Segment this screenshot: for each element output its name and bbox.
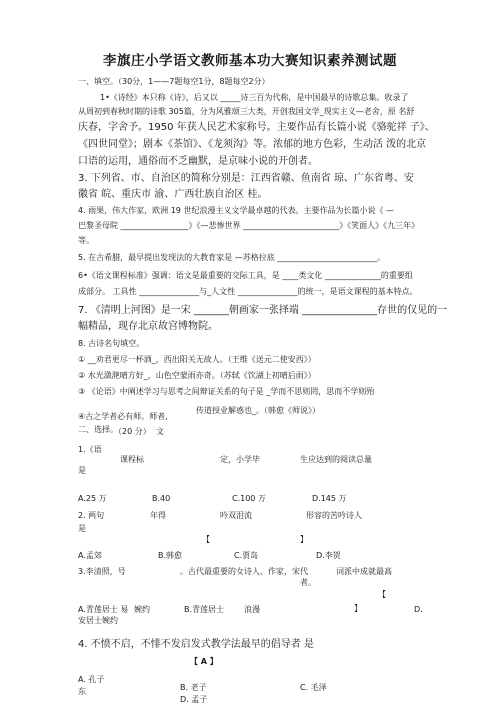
s2q4-option-a: A. 孔子 bbox=[78, 675, 105, 684]
section2-header: 二、选择。 bbox=[78, 425, 118, 434]
q7-line-2: 幅精品，现存北京故宫博物院。 bbox=[78, 321, 218, 332]
s2q1-option-d: D.145 万 bbox=[312, 494, 347, 503]
s2q2-bracket-close: 】 bbox=[300, 535, 308, 544]
s2q2-part-1: 2. 两句 bbox=[78, 511, 105, 520]
q1-line-5: 口语的运用，通俗而不乏幽默，是京味小说的开创者。 bbox=[78, 156, 318, 167]
q8-item-3: ③ 《论语》中阐述学习与思考之间辩证关系的句子是 _学而不思则罔，思而不学则殆 bbox=[78, 387, 375, 396]
q1-line-3: 庆春，字舍予。1950 年获人民艺术家称号。主要作品有长篇小说《骆驼祥 子》、 bbox=[78, 122, 435, 133]
q8-item-4-right: 传道授业解惑也_。（韩愈《师说》） bbox=[196, 406, 320, 415]
q6-line-1: 6•《语文课程标准》强调：语文是最重要的交际工具，是 ____类文化 ______________的重要组 bbox=[78, 271, 413, 280]
s2q1-part-2: 课程标 bbox=[120, 455, 144, 464]
q8-item-4-left: ④古之学者必有师。师者, bbox=[78, 412, 168, 421]
s2q2-part-4: 形容的苦吟诗人 bbox=[306, 511, 362, 520]
s2q2-part-3: 吟双泪流 bbox=[220, 511, 252, 520]
s2q3-option-a-1: A.青莲居士 易 bbox=[78, 605, 129, 614]
q1-line-2: 从周初到春秋时期的诗歌 305篇，分为风雅颂三大类，开创我国文学_现实主义—老舍，原 名舒 bbox=[78, 107, 415, 116]
q5-line: 5. 在古希腊，最早提出发现法的大教育家是 —苏格拉底 _________________________。 bbox=[78, 253, 386, 262]
s2q2-part-2: 年得 bbox=[150, 511, 166, 520]
s2q3-option-a-2: 婉约 bbox=[134, 605, 150, 614]
s2q3-option-b-1: B.青莲居士 bbox=[184, 605, 225, 614]
q3-line-1: 3. 下列省、市、自治区的简称分别是：江西省赣、鱼南省 琼、广东省粤、安 bbox=[78, 173, 414, 184]
s2q1-part-5: 是 bbox=[78, 466, 86, 475]
s2q4-answer: 【 A 】 bbox=[190, 657, 218, 666]
section1-header: 一、填空。（30分，1——7题每空1分，8题每空2分） bbox=[78, 77, 270, 86]
s2q3-bracket-open: 【 bbox=[378, 590, 386, 599]
s2q3-option-tail: 安居士婉约 bbox=[78, 616, 118, 625]
q8-header: 8. 古诗名句填空。 bbox=[78, 339, 145, 348]
section2-points-tail: 文 bbox=[156, 427, 164, 436]
s2q4-question: 4. 不愤不启，不悱不发启发式教学法最早的倡导者 是 bbox=[78, 639, 314, 650]
q4-line-3: 等。 bbox=[78, 236, 94, 245]
s2q4-option-d: D. 孟子 bbox=[180, 695, 208, 704]
s2q2-option-b: B.韩愈 bbox=[158, 551, 183, 560]
s2q4-option-a-tail: 东 bbox=[78, 687, 86, 696]
s2q1-part-4: 生应达到的阅读总量 bbox=[300, 455, 372, 464]
s2q3-part-4: 者。 bbox=[300, 578, 316, 587]
s2q3-part-2: 。古代最重要的女诗人、作家，宋代 bbox=[180, 567, 308, 576]
s2q2-part-5: 是 bbox=[78, 524, 86, 533]
q8-item-1: ① __劝君更尽一杯酒_，西出阳关无故人。（王维《送元二使安西》） bbox=[78, 355, 316, 364]
q8-item-2: ② 水光潋滟晴方好_，山色空蒙雨亦奇。（苏轼《饮湖上初晴后雨》） bbox=[78, 371, 316, 380]
s2q3-bracket-close: 】 bbox=[354, 604, 362, 613]
q3-line-2: 徽省 皖、重庆市 渝、广西壮族自治区 桂。 bbox=[78, 189, 268, 200]
s2q2-option-a: A.孟郊 bbox=[78, 551, 102, 560]
s2q1-option-c: C.100 万 bbox=[232, 494, 266, 503]
section2-points: （20 分） bbox=[114, 427, 151, 436]
page-title: 李旗庄小学语文教师基本功大赛知识素养测试题 bbox=[103, 53, 397, 69]
s2q2-bracket-open: 【 bbox=[202, 535, 210, 544]
s2q1-part-3: 定，小学毕 bbox=[220, 455, 260, 464]
q4-line-1: 4. 雨果，伟大作家，欧洲 19 世纪浪漫主义文学最卓越的代表。主要作品为长篇小说《 — bbox=[78, 206, 394, 215]
s2q1-option-a: A.25 万 bbox=[78, 494, 107, 503]
s2q3-option-d: D. bbox=[414, 605, 423, 614]
s2q3-part-3: 词派中成就最高 bbox=[336, 567, 392, 576]
s2q1-part-1: 1.《语 bbox=[78, 445, 102, 454]
s2q2-option-c: C.贾岛 bbox=[234, 551, 259, 560]
q4-line-2: 巴黎圣母院 _________________》《—悲惨世界 ________________________》《笑面人》《九三年》 bbox=[78, 221, 420, 230]
q1-line-1: 1•《诗经》本只称《诗》，后又以 _____诗三百为代称，是中国最早的诗歌总集。收录了 bbox=[100, 93, 409, 102]
s2q3-part-1: 3.李清照，号 bbox=[78, 567, 126, 576]
s2q4-option-c: C. 毛泽 bbox=[300, 683, 327, 692]
q6-line-2: 成部分。 工具性 _______________与_人文性 _______________的统一，是语文课程的基本特点。 bbox=[78, 287, 418, 296]
s2q4-option-b: B. 老子 bbox=[180, 683, 207, 692]
q1-line-4: 《四世同堂》；剧本《茶馆》、《龙须沟》等。浓郁的地方色彩，生动活 泼的北京 bbox=[78, 139, 427, 150]
q7-line-1: 7. 《清明上河图》是一宋 _______朝画家一张择端 _______________存世的仅见的一 bbox=[78, 305, 448, 316]
s2q2-option-d: D.李贺 bbox=[316, 551, 341, 560]
s2q3-option-b-2: 浪漫 bbox=[244, 605, 260, 614]
s2q1-option-b: B.40 bbox=[152, 494, 171, 503]
